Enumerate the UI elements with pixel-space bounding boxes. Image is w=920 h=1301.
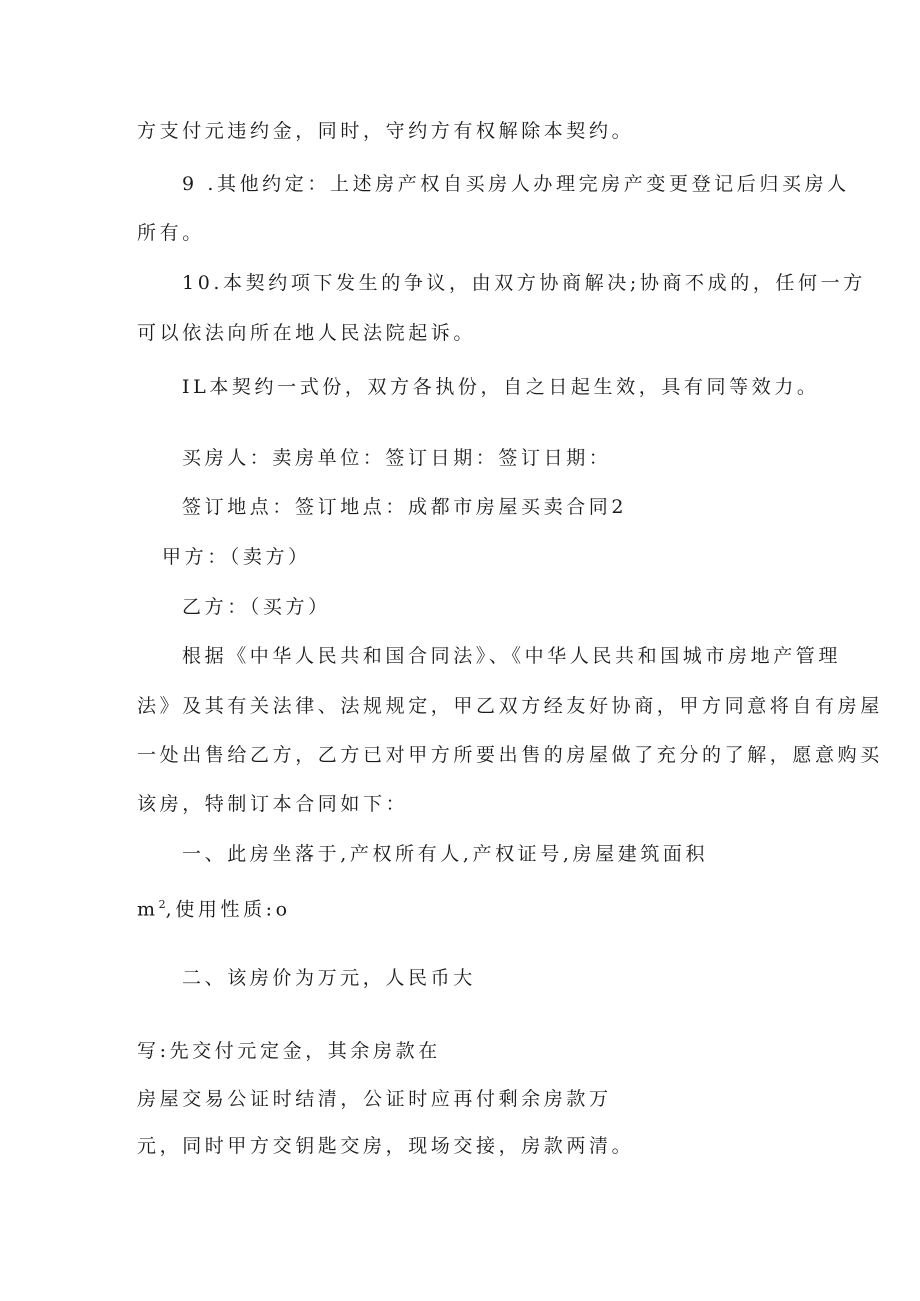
text-line: 该房，特制订本合同如下： bbox=[137, 793, 409, 815]
text-line: 一、此房坐落于,产权所有人,产权证号,房屋建筑面积 bbox=[182, 843, 709, 865]
text-line: 10.本契约项下发生的争议，由双方协商解决;协商不成的，任何一方 bbox=[182, 272, 866, 294]
area-line-text: ,使用性质:o bbox=[165, 898, 291, 921]
text-line: 二、该房价为万元，人民币大 bbox=[182, 967, 476, 989]
text-line: IL本契约一式份，双方各执份，自之日起生效，具有同等效力。 bbox=[182, 376, 820, 398]
text-line: 乙方：（买方） bbox=[182, 596, 331, 618]
area-line bbox=[137, 893, 291, 921]
text-line: 可以依法向所在地人民法院起诉。 bbox=[137, 322, 477, 344]
area-unit: m bbox=[137, 898, 159, 921]
area-unit-exponent: 2 bbox=[158, 898, 166, 911]
text-line: 所有。 bbox=[137, 222, 205, 244]
text-line: 签订地点：签订地点：成都市房屋买卖合同2 bbox=[182, 496, 628, 518]
text-line: 写:先交付元定金，其余房款在 bbox=[137, 1040, 441, 1062]
text-line: 根据《中华人民共和国合同法》、《中华人民共和国城市房地产管理 bbox=[182, 645, 842, 667]
text-line: 9 .其他约定：上述房产权自买房人办理完房产变更登记后归买房人 bbox=[182, 173, 850, 195]
text-line: 房屋交易公证时结清，公证时应再付剩余房款万 bbox=[137, 1088, 612, 1110]
text-line: 元，同时甲方交钥匙交房，现场交接，房款两清。 bbox=[137, 1135, 635, 1157]
text-line: 方支付元违约金，同时，守约方有权解除本契约。 bbox=[137, 120, 635, 142]
text-line: 法》及其有关法律、法规规定，甲乙双方经友好协商，甲方同意将自有房屋 bbox=[137, 695, 883, 717]
text-line: 一处出售给乙方，乙方已对甲方所要出售的房屋做了充分的了解，愿意购买 bbox=[137, 744, 883, 766]
text-line: 买房人：卖房单位：签订日期：签订日期： bbox=[182, 447, 612, 469]
text-line: 甲方：（卖方） bbox=[162, 546, 311, 568]
